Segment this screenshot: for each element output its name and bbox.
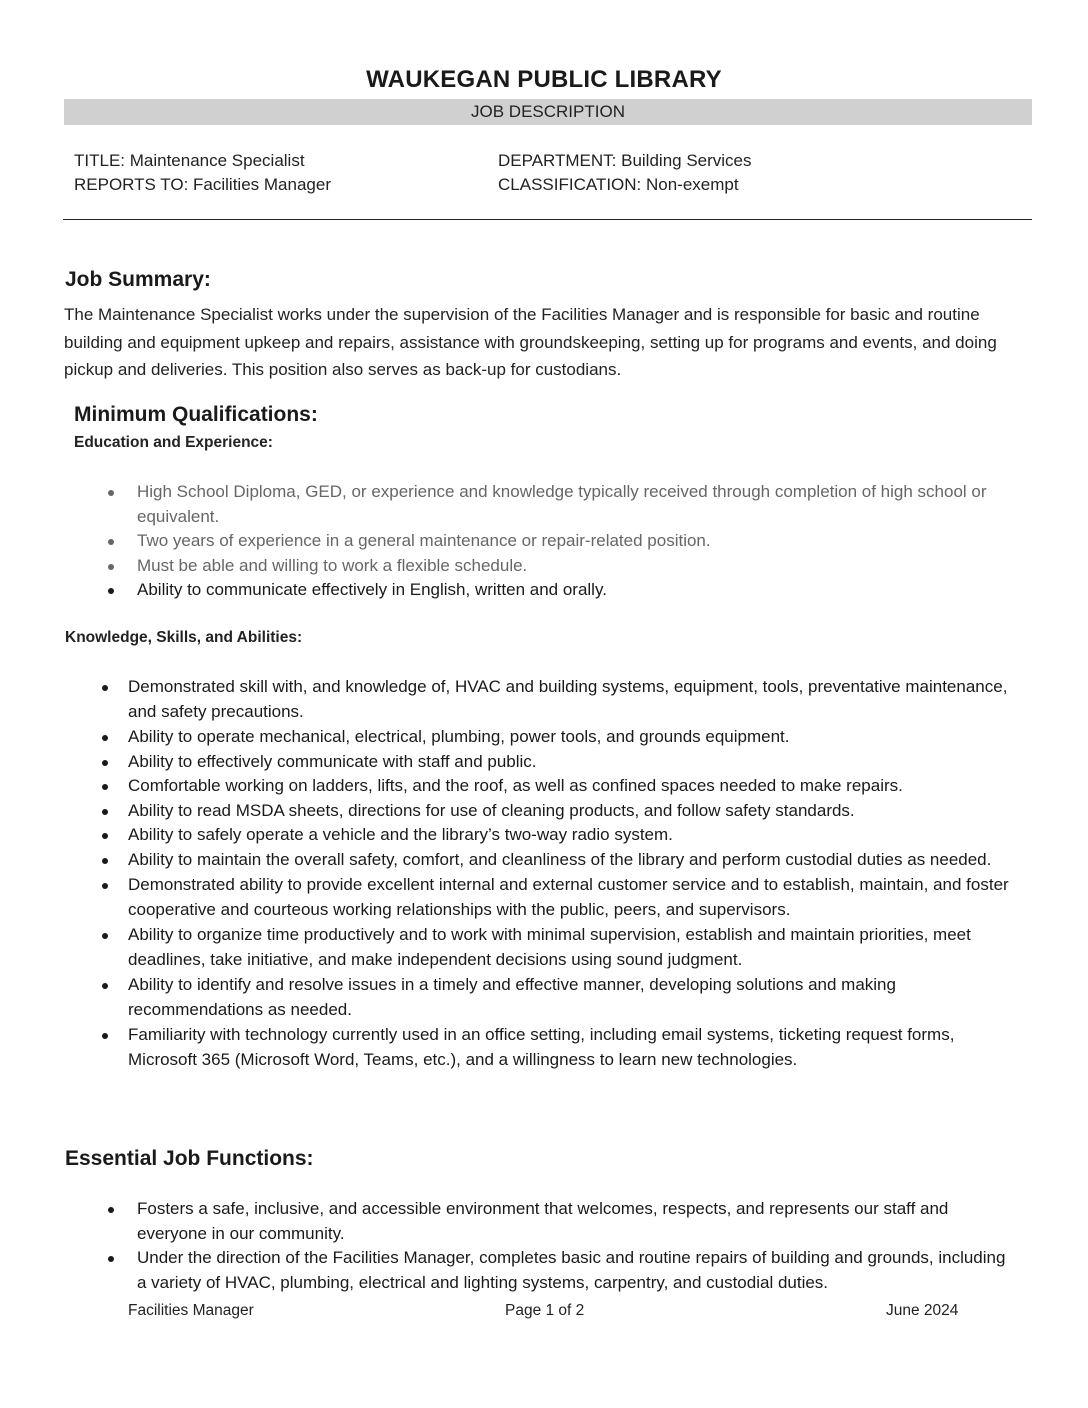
bullet-icon — [108, 490, 114, 496]
list-item: Demonstrated skill with, and knowledge of, HVAC and building systems, equipment, tools, preventative maintenance, and safety precautions. — [128, 675, 1028, 724]
list-item: Ability to communicate effectively in English, written and orally. — [137, 578, 1017, 603]
bullet-icon — [102, 735, 108, 741]
bullet-icon — [102, 933, 108, 939]
education-list — [137, 480, 1017, 603]
reports-to-line: REPORTS TO: Facilities Manager — [74, 175, 331, 194]
list-item: Ability to read MSDA sheets, directions for use of cleaning products, and follow safety standards. — [128, 799, 1028, 824]
list-item: Two years of experience in a general maintenance or repair-related position. — [137, 529, 1017, 554]
bullet-icon — [102, 784, 108, 790]
header-divider — [63, 219, 1032, 220]
min-qualifications-heading: Minimum Qualifications: — [74, 403, 318, 426]
list-item: Ability to identify and resolve issues in a timely and effective manner, developing solutions and making recommendations as needed. — [128, 973, 1028, 1022]
footer-left: Facilities Manager — [128, 1302, 254, 1319]
footer-date: June 2024 — [886, 1302, 959, 1319]
bullet-icon — [108, 564, 114, 570]
list-item: High School Diploma, GED, or experience and knowledge typically received through completion of high school or equivalent. — [137, 480, 1017, 529]
footer-page-number: Page 1 of 2 — [505, 1302, 585, 1319]
doc-type-bar: JOB DESCRIPTION — [64, 99, 1032, 125]
ksa-heading: Knowledge, Skills, and Abilities: — [65, 629, 303, 646]
list-item: Comfortable working on ladders, lifts, and the roof, as well as confined spaces needed to make repairs. — [128, 774, 1028, 799]
bullet-icon — [102, 760, 108, 766]
list-item: Ability to operate mechanical, electrical, plumbing, power tools, and grounds equipment. — [128, 725, 1028, 750]
bullet-icon — [108, 588, 114, 594]
classification-line: CLASSIFICATION: Non-exempt — [498, 175, 739, 194]
meta-left — [74, 149, 331, 197]
list-item: Under the direction of the Facilities Manager, completes basic and routine repairs of building and grounds, including a variety of HVAC, plumbing, electrical and lighting systems, carpentry, and custodial duties. — [137, 1246, 1017, 1295]
department-line: DEPARTMENT: Building Services — [498, 151, 752, 170]
list-item: Demonstrated ability to provide excellent internal and external customer service and to establish, maintain, and foster cooperative and courteous working relationships with the public, peers, and supervisors. — [128, 873, 1028, 922]
bullet-icon — [102, 858, 108, 864]
ksa-list — [128, 675, 1028, 1073]
list-item: Familiarity with technology currently used in an office setting, including email systems, ticketing request forms, Microsoft 365 (Microsoft Word, Teams, etc.), and a willingness to learn new technologies. — [128, 1023, 1028, 1072]
bullet-icon — [102, 883, 108, 889]
list-item: Must be able and willing to work a flexible schedule. — [137, 554, 1017, 579]
essential-functions-list — [137, 1197, 1017, 1295]
list-item: Fosters a safe, inclusive, and accessible environment that welcomes, respects, and represents our staff and everyone in our community. — [137, 1197, 1017, 1246]
job-summary-text: The Maintenance Specialist works under the supervision of the Facilities Manager and is responsible for basic and routine building and equipment upkeep and repairs, assistance with groundskeeping, setting up for programs and events, and doing pickup and deliveries. This position also serves as back-up for custodians. — [64, 305, 997, 379]
job-summary-heading: Job Summary: — [65, 268, 211, 291]
bullet-icon — [102, 983, 108, 989]
bullet-icon — [108, 1207, 114, 1213]
meta-right — [498, 149, 752, 197]
essential-functions-heading: Essential Job Functions: — [65, 1147, 314, 1170]
title-line: TITLE: Maintenance Specialist — [74, 151, 305, 170]
list-item: Ability to maintain the overall safety, comfort, and cleanliness of the library and perform custodial duties as needed. — [128, 848, 1028, 873]
bullet-icon — [102, 685, 108, 691]
list-item: Ability to effectively communicate with staff and public. — [128, 750, 1028, 775]
bullet-icon — [108, 539, 114, 545]
bullet-icon — [108, 1256, 114, 1262]
bullet-icon — [102, 833, 108, 839]
bullet-icon — [102, 809, 108, 815]
list-item: Ability to organize time productively and to work with minimal supervision, establish and maintain priorities, meet deadlines, take initiative, and make independent decisions using sound judgment. — [128, 923, 1028, 972]
education-heading: Education and Experience: — [74, 434, 273, 451]
bullet-icon — [102, 1033, 108, 1039]
list-item: Ability to safely operate a vehicle and the library’s two-way radio system. — [128, 823, 1028, 848]
org-name: WAUKEGAN PUBLIC LIBRARY — [366, 66, 722, 93]
